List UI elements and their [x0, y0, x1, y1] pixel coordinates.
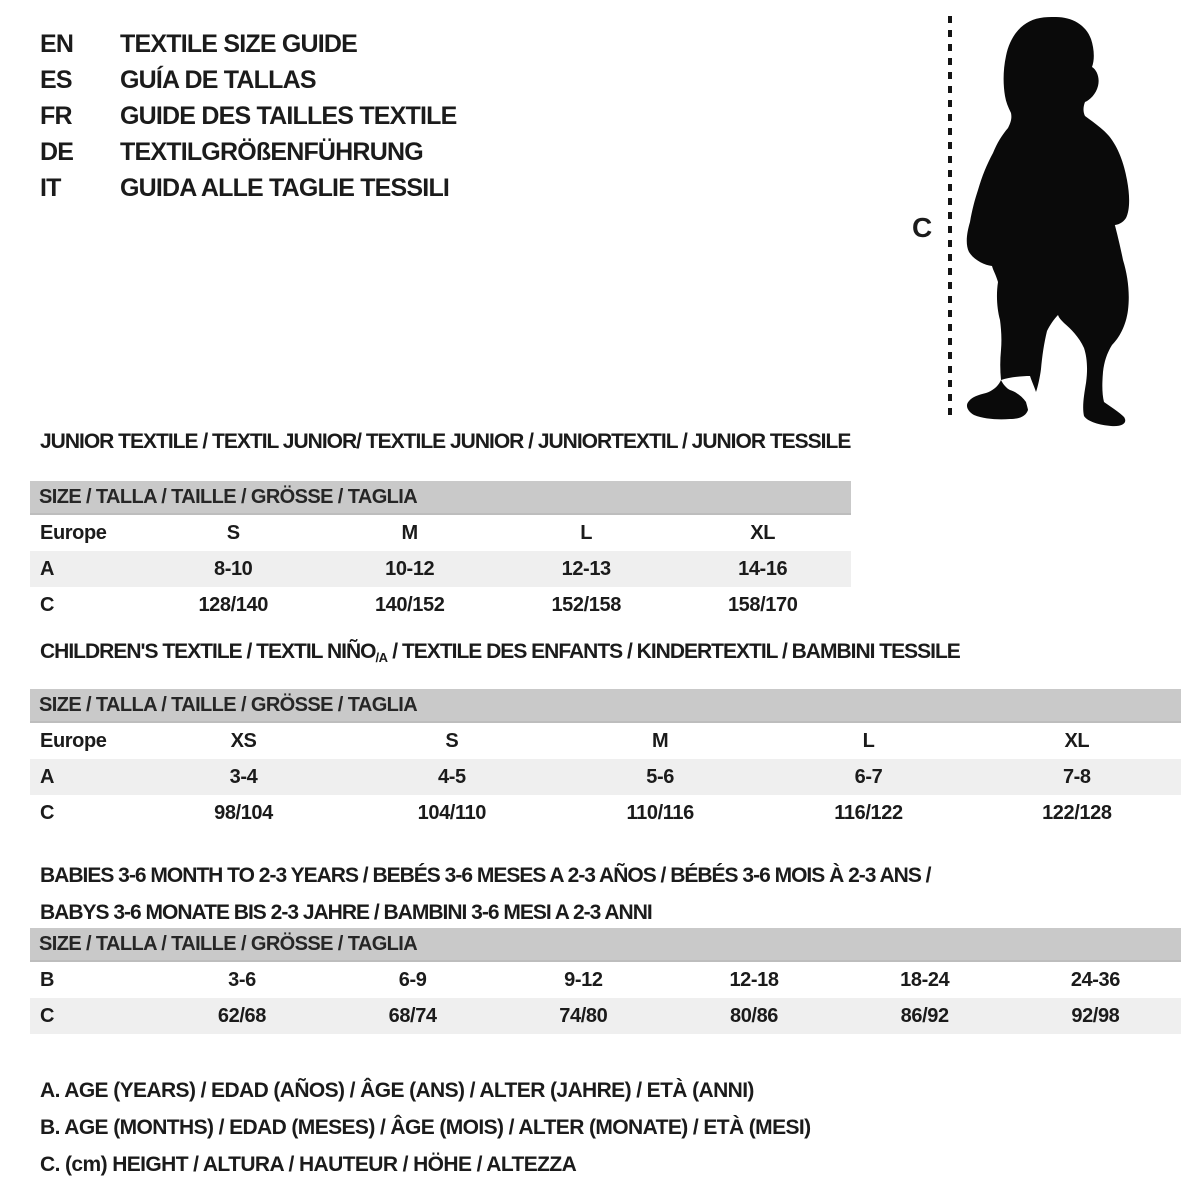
size-cell: L	[580, 521, 593, 544]
language-code: DE	[40, 137, 74, 166]
children-title-part2: / TEXTILE DES ENFANTS / KINDERTEXTIL / BAMBINI TESSILE	[387, 640, 960, 663]
height-cell: 74/80	[559, 1004, 608, 1027]
legend-line-a: A. AGE (YEARS) / EDAD (AÑOS) / ÂGE (ANS) / ALTER (JAHRE) / ETÀ (ANNI)	[40, 1078, 754, 1102]
age-cell: 10-12	[385, 557, 435, 580]
language-code: ES	[40, 65, 72, 94]
toddler-silhouette-icon	[960, 14, 1150, 428]
row-label: A	[40, 765, 55, 788]
row-label: Europe	[40, 729, 107, 752]
size-cell: XL	[1064, 729, 1090, 752]
guide-title-es: GUÍA DE TALLAS	[120, 65, 316, 94]
children-size-header: SIZE / TALLA / TAILLE / GRÖSSE / TAGLIA	[30, 689, 1181, 723]
children-title-subscript: /A	[375, 650, 388, 665]
language-row-fr	[40, 98, 457, 134]
language-row-de	[40, 134, 457, 170]
junior-size-header: SIZE / TALLA / TAILLE / GRÖSSE / TAGLIA	[30, 481, 851, 515]
height-cell: 98/104	[214, 801, 273, 824]
age-cell: 5-6	[646, 765, 675, 788]
age-cell: 12-13	[561, 557, 611, 580]
row-label: B	[40, 968, 55, 991]
row-label: C	[40, 1004, 55, 1027]
guide-title-en: TEXTILE SIZE GUIDE	[120, 29, 358, 58]
language-code: EN	[40, 29, 74, 58]
junior-size-table	[30, 481, 851, 623]
size-cell: XS	[230, 729, 257, 752]
guide-title-fr: GUIDE DES TAILLES TEXTILE	[120, 101, 457, 130]
height-cell: 80/86	[729, 1004, 779, 1027]
guide-title-it: GUIDA ALLE TAGLIE TESSILI	[120, 173, 450, 202]
height-cell: 92/98	[1071, 1004, 1120, 1027]
children-section-title	[40, 640, 960, 664]
table-row	[30, 795, 1181, 831]
junior-section-title: JUNIOR TEXTILE / TEXTIL JUNIOR/ TEXTILE JUNIOR / JUNIORTEXTIL / JUNIOR TESSILE	[40, 430, 851, 453]
table-row	[30, 962, 1181, 998]
legend-line-b: B. AGE (MONTHS) / EDAD (MESES) / ÂGE (MOIS) / ALTER (MONATE) / ETÀ (MESI)	[40, 1115, 811, 1139]
row-label: C	[40, 801, 55, 824]
babies-section-title-line2: BABYS 3-6 MONATE BIS 2-3 JAHRE / BAMBINI 3-6 MESI A 2-3 ANNI	[40, 901, 652, 924]
age-cell: 6-7	[854, 765, 883, 788]
age-months-cell: 9-12	[564, 968, 603, 991]
age-cell: 8-10	[213, 557, 253, 580]
row-label: C	[40, 593, 55, 616]
children-title-part1: CHILDREN'S TEXTILE / TEXTIL NIÑO	[40, 640, 376, 663]
age-cell: 4-5	[437, 765, 466, 788]
children-size-table	[30, 689, 1181, 831]
language-code: IT	[40, 173, 61, 202]
babies-section-title-line1: BABIES 3-6 MONTH TO 2-3 YEARS / BEBÉS 3-6 MESES A 2-3 AÑOS / BÉBÉS 3-6 MOIS À 2-3 ANS /	[40, 864, 931, 887]
height-cell: 86/92	[900, 1004, 949, 1027]
measurement-legend	[40, 1072, 811, 1183]
table-row	[30, 998, 1181, 1034]
height-cell: 152/158	[551, 593, 621, 616]
size-cell: M	[652, 729, 669, 752]
size-cell: XL	[750, 521, 776, 544]
age-cell: 7-8	[1062, 765, 1091, 788]
height-cell: 68/74	[388, 1004, 437, 1027]
height-cell: 158/170	[727, 593, 798, 616]
height-cell: 128/140	[198, 593, 268, 616]
row-label: Europe	[40, 521, 107, 544]
height-cell: 110/116	[626, 801, 694, 824]
size-cell: S	[445, 729, 459, 752]
row-label: A	[40, 557, 55, 580]
age-months-cell: 6-9	[398, 968, 427, 991]
language-row-it	[40, 170, 457, 206]
table-row	[30, 759, 1181, 795]
babies-size-table	[30, 928, 1181, 1034]
age-months-cell: 3-6	[228, 968, 256, 991]
table-row	[30, 515, 851, 551]
size-cell: S	[226, 521, 240, 544]
legend-line-c: C. (cm) HEIGHT / ALTURA / HAUTEUR / HÖHE / ALTEZZA	[40, 1152, 577, 1176]
size-cell: M	[401, 521, 418, 544]
age-months-cell: 12-18	[729, 968, 779, 991]
language-title-block	[40, 26, 457, 206]
language-row-es	[40, 62, 457, 98]
height-measure-label: C	[912, 212, 932, 243]
height-cell: 140/152	[374, 593, 445, 616]
height-measure-dashed-line	[948, 16, 952, 416]
size-cell: L	[862, 729, 875, 752]
height-cell: 116/122	[834, 801, 903, 824]
table-row	[30, 587, 851, 623]
language-row-en	[40, 26, 457, 62]
babies-size-header: SIZE / TALLA / TAILLE / GRÖSSE / TAGLIA	[30, 928, 1181, 962]
language-code: FR	[40, 101, 72, 130]
table-row	[30, 723, 1181, 759]
age-months-cell: 18-24	[900, 968, 950, 991]
guide-title-de: TEXTILGRÖßENFÜHRUNG	[120, 137, 423, 166]
height-cell: 122/128	[1042, 801, 1112, 824]
age-cell: 3-4	[229, 765, 258, 788]
table-row	[30, 551, 851, 587]
height-cell: 104/110	[417, 801, 487, 824]
age-cell: 14-16	[738, 557, 788, 580]
height-cell: 62/68	[217, 1004, 266, 1027]
age-months-cell: 24-36	[1070, 968, 1120, 991]
